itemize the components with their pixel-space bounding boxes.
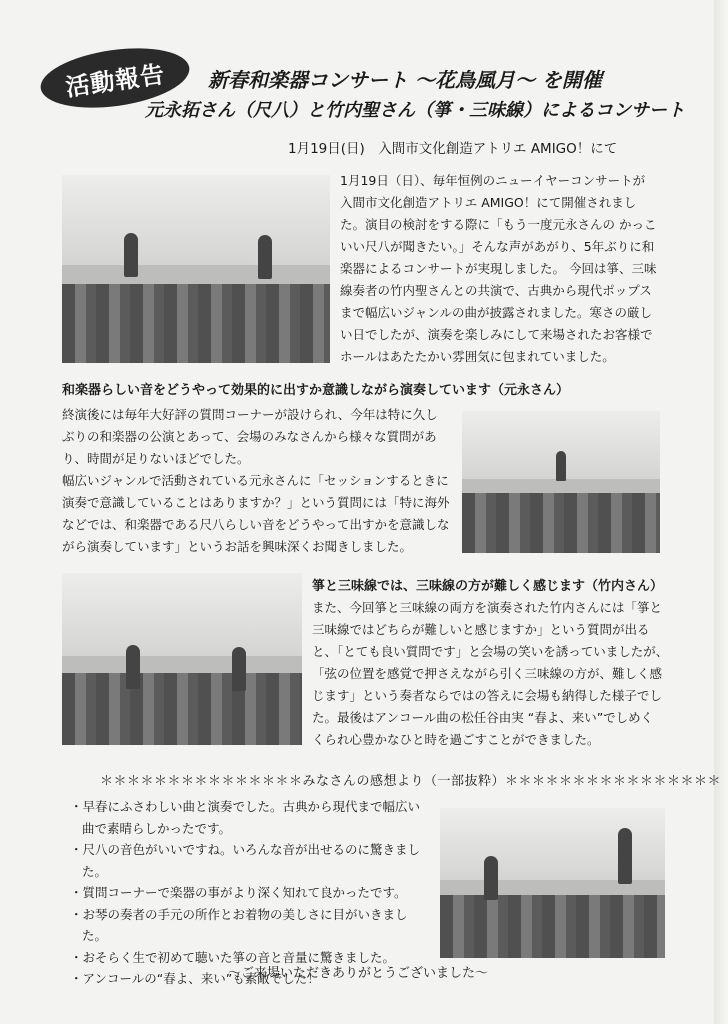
section2-line: また、今回箏と三味線の両方を演奏された竹内さんには「箏と <box>312 600 663 615</box>
concert-photo-1 <box>62 175 330 363</box>
performer-figure <box>618 828 632 884</box>
impressions-header: ＊＊＊＊＊＊＊＊＊＊＊＊＊＊＊みなさんの感想より（一部抜粋）＊＊＊＊＊＊＊＊＊＊＊＊＊＊＊＊ <box>100 774 722 789</box>
activity-report-badge: 活動報告 <box>37 40 193 116</box>
impression-item: ・おそらく生で初めて聴いた箏の音と音量に驚きました。 <box>70 949 396 965</box>
impression-item: ・質問コーナーで楽器の事がより深く知れて良かったです。 <box>70 885 407 900</box>
section2-line: た。最後はアンコール曲の松任谷由実 “春よ、来い”でしめく <box>312 710 654 725</box>
intro-line: い日でしたが、演奏を楽しみにして来場されたお客様で <box>340 327 653 342</box>
section2-line: じます」という奏者ならではの答えに会場も納得した様子でし <box>312 688 662 703</box>
impression-item: ・尺八の音色がいいですね。いろんな音が出せるのに驚きました。 <box>70 842 421 879</box>
section1-line: などでは、和楽器である尺八らしい音をどうやって出すかを意識しな <box>62 517 450 532</box>
section2-line: と、「とても良い質問です」と会場の笑いを誘っていましたが、 <box>312 644 669 659</box>
section1-line: 幅広いジャンルで活動されている元永さんに「セッションするときに <box>62 473 449 488</box>
section1-line: 終演後には毎年大好評の質問コーナーが設けられ、今年は特に久し <box>62 407 438 422</box>
section1-body <box>62 404 457 558</box>
section2-line: くられ心豊かなひと時を過ごすことができました。 <box>312 732 600 747</box>
performer-figure <box>124 233 138 277</box>
page-edge <box>714 0 728 1024</box>
section2-line: 三味線ではどちらが難しいと感じますか」という質問が出る <box>312 622 650 637</box>
section1-line: り、時間が足りないほどでした。 <box>62 451 250 466</box>
intro-paragraph <box>340 170 670 368</box>
impressions-list <box>70 796 430 990</box>
intro-line: 線奏者の竹内聖さんとの共演で、古典から現代ポップス <box>340 283 652 298</box>
intro-line: まで幅広いジャンルの曲が披露されました。寒さの厳し <box>340 305 652 320</box>
intro-line: 1月19日（日）、毎年恒例のニューイヤーコンサートが <box>340 173 646 188</box>
intro-line: ホールはあたたかい雰囲気に包まれていました。 <box>340 349 615 364</box>
section1-line: ぶりの和楽器の公演とあって、会場のみなさんから様々な質問があ <box>62 429 437 444</box>
section1-line: がら演奏しています」というお話を興味深くお聞きしました。 <box>62 539 413 554</box>
intro-line: いい尺八が聞きたい。」そんな声があがり、5年ぶりに和 <box>340 239 655 254</box>
performer-figure <box>232 647 246 691</box>
performer-figure <box>126 645 140 689</box>
performer-figure <box>556 451 566 481</box>
section2-heading: 箏と三味線では、三味線の方が難しく感じます（竹内さん） <box>312 579 664 594</box>
performer-figure <box>258 235 272 279</box>
concert-photo-3 <box>62 573 302 745</box>
event-date-venue: 1月19日(日) 入間市文化創造アトリエ AMIGO！にて <box>288 141 618 157</box>
section2-line: 「弦の位置を感覚で押さえながら引く三味線の方が、難しく感 <box>312 666 663 681</box>
performer-figure <box>484 856 498 900</box>
section1-line: 演奏で意識していることはありますか？」という質問には「特に海外 <box>62 495 450 510</box>
concert-photo-2 <box>462 411 660 553</box>
concert-photo-4 <box>440 808 665 958</box>
impression-item: ・お琴の奏者の手元の所作とお着物の美しさに目がいきました。 <box>70 906 408 943</box>
article-subtitle: 元永拓さん（尺八）と竹内聖さん（箏・三味線）によるコンサート <box>145 100 685 121</box>
intro-line: た。演目の検討をする際に「もう一度元永さんの かっこ <box>340 217 657 232</box>
intro-line: 楽器によるコンサートが実現しました。 今回は箏、三味 <box>340 261 657 276</box>
article-title: 新春和楽器コンサート ～花鳥風月～ を開催 <box>208 68 602 92</box>
impression-item: ・アンコールの“春よ、来い”も素敵でした！ <box>70 971 320 986</box>
section1-heading: 和楽器らしい音をどうやって効果的に出すか意識しながら演奏しています（元永さん） <box>62 383 570 398</box>
impression-item: ・早春にふさわしい曲と演奏でした。古典から現代まで幅広い曲で素晴らしかったです。 <box>70 799 421 836</box>
closing-message: ～ご来場いただきありがとうございました～ <box>228 966 489 981</box>
intro-line: 入間市文化創造アトリエ AMIGO！にて開催されまし <box>340 195 637 210</box>
section2-body <box>312 597 672 751</box>
